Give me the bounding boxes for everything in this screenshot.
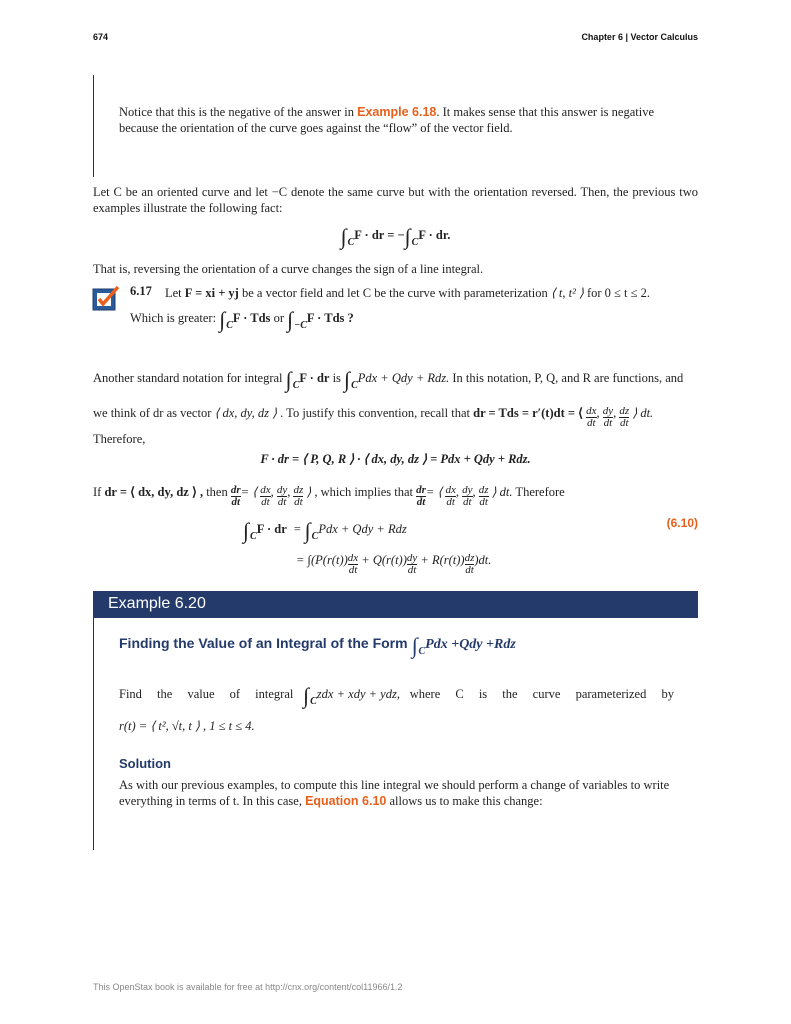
note-border (93, 75, 94, 177)
m: ⟨ t, t² ⟩ (550, 286, 584, 300)
m: = ∫(P(r(t)) (296, 553, 348, 567)
f: dy (602, 405, 614, 417)
example-title: Finding the Value of an Integral of the Form $\int_CPdx +Qdy +Rdz$ (119, 633, 516, 658)
page-number: 674 (93, 32, 109, 42)
equation-6-10-line1: $\int_CF$ · dr = $\int_CPdx$ + Qdy + Rdz (243, 518, 407, 543)
footer: This OpenStax book is available for free at http://cnx.org/content/col11966/1.2 (93, 982, 403, 992)
t: Finding the Value of an Integral of the Form (119, 635, 412, 651)
sub: C (311, 531, 319, 542)
equation-6-10-line2 (296, 553, 491, 576)
f: dy (462, 484, 473, 496)
m: zdx + xdy + ydz, (316, 687, 400, 701)
m: dr = Tds = r′(t)dt = ⟨ (473, 406, 587, 420)
f: dt (446, 496, 455, 508)
f: dr (230, 484, 241, 496)
m: )dt. (474, 553, 492, 567)
m: dr = ⟨ dx, dy, dz ⟩ , (104, 485, 204, 499)
t: Another standard notation for integral (93, 371, 286, 385)
t: for (583, 286, 605, 300)
m: ⟨ dx, dy, dz ⟩ (214, 406, 278, 420)
m: + Q(r(t)) (358, 553, 407, 567)
m: F = xi + yj (184, 286, 239, 300)
m: = ⟨ (425, 485, 446, 499)
f: dt (261, 496, 270, 508)
f: dx (586, 405, 597, 417)
t: which implies that (317, 485, 417, 499)
solution-text (119, 777, 675, 809)
paragraph: Another standard notation for integral $\int_CF$ · dr is $\int_CPdx$ + Qdy + Rdz. In this notation, P, Q, and R are functions, and (93, 367, 684, 392)
t: Therefore (512, 485, 565, 499)
f: dt (294, 496, 303, 508)
sub: C (347, 237, 355, 248)
sub: C (351, 380, 358, 391)
t: where C is the curve parameterized by (409, 687, 674, 701)
sub: C (411, 237, 419, 248)
f: dx (445, 484, 456, 496)
checkpoint-icon (92, 285, 120, 311)
t: then (203, 485, 231, 499)
example-header: Example 6.20 (93, 591, 698, 618)
m: F · Tds (232, 311, 271, 325)
equation-link[interactable]: Equation 6.10 (305, 794, 387, 808)
f: dt (277, 496, 287, 508)
equation-orientation: $\int_CF$ · dr = $-\int_CF$ · dr. (340, 224, 451, 249)
f: dt (603, 417, 613, 429)
f: dt (416, 496, 426, 508)
paragraph: That is, reversing the orientation of a curve changes the sign of a line integral. (93, 262, 484, 276)
m: = ⟨ (240, 485, 261, 499)
checkpoint-line2: Which is greater: $\int_CF$ · Tds or $\int_{-C}F$ · Tds ? (130, 307, 354, 332)
parameterization: r(t) = ⟨ t², √t, t ⟩ , 1 ≤ t ≤ 4. (119, 719, 255, 733)
example-problem: Find the value of integral $\int_Czdx$ + xdy + ydz, where C is the curve parameterized by (119, 683, 674, 708)
paragraph: Therefore, (93, 432, 146, 446)
m: Pdx + Qdy + Rdz. (357, 371, 450, 385)
sub: C (310, 696, 317, 707)
equation-dot: F · dr = ⟨ P, Q, R ⟩ · ⟨ dx, dy, dz ⟩ = Pdx + Qdy + Rdz. (260, 452, 531, 466)
t: Which is greater: (130, 311, 220, 325)
m: F · dr (299, 371, 330, 385)
paragraph: If dr = ⟨ dx, dy, dz ⟩ , then $\frac{dr}{dt}$ = ⟨ $\frac{dx}{dt}$ , $\frac{dy}{dt}$ , $\frac{dz}{dt}$ ⟩ , which implies that $\frac{dr}{dt}$ = ⟨ $\frac{dx}{dt}$ , $\frac{dy}{dt}$ , $\frac{dz}{dt}$ ⟩ dt. Therefore (93, 484, 565, 508)
f: dt (620, 417, 629, 429)
eq-lhs: F · dr = − (354, 228, 405, 242)
t: Find the value of integral (119, 687, 294, 701)
f: dt (479, 496, 488, 508)
sub: C (292, 380, 300, 391)
f: dz (478, 484, 489, 496)
f: dz (293, 484, 304, 496)
eq-rhs: F · dr. (418, 228, 451, 242)
m: F · dr (256, 522, 287, 536)
f: dy (406, 552, 418, 564)
note-text-b: . It makes sense that this answer is negative because the orientation of the curve goes against the “flow” of the vector field. (119, 105, 655, 135)
m: ⟩ , (303, 485, 318, 499)
f: dt (463, 496, 472, 508)
m: Pdx +Qdy +Rdz (425, 637, 516, 652)
equation-number: (6.10) (666, 516, 698, 530)
sub: C (418, 646, 426, 657)
paragraph: Let C be an oriented curve and let −C denote the same curve but with the orientation reversed. Then, the previous two examples illustrate the following fact: (93, 185, 698, 215)
t: In this notation, P, Q, and R are functions, and (449, 371, 684, 385)
example-border (93, 618, 94, 850)
sub: C (250, 531, 257, 542)
m: ⟩ dt. (488, 485, 513, 499)
t: As with our previous examples, to compute this line integral we should perform a change of variables to write everything in terms of t. In this case, (119, 778, 670, 808)
chapter-title: Chapter 6 | Vector Calculus (581, 32, 698, 42)
sub: −C (294, 320, 307, 331)
t: Let (165, 286, 185, 300)
m: ⟩ dt. (629, 406, 654, 420)
checkpoint-line1 (165, 285, 650, 301)
f: dt (407, 564, 417, 576)
t: or (270, 311, 288, 325)
t: allows us to make this change: (386, 794, 543, 808)
f: dt (348, 564, 358, 576)
example-link[interactable]: Example 6.18 (357, 105, 437, 119)
m: Pdx + Qdy + Rdz (318, 522, 407, 536)
f: dt (587, 417, 596, 429)
t: be a vector field and let C be the curve with parameterization (238, 286, 551, 300)
checkpoint-number: 6.17 (130, 284, 152, 298)
f: dr (416, 484, 426, 496)
t: we think of dr as vector (93, 406, 215, 420)
f: dx (347, 552, 359, 564)
t: If (93, 485, 105, 499)
t: . To justify this convention, recall that (277, 406, 474, 420)
m: 0 ≤ t ≤ 2. (604, 286, 650, 300)
m: + R(r(t)) (417, 553, 465, 567)
m: = (293, 522, 305, 536)
f: dt (231, 496, 241, 508)
sub: C (226, 320, 233, 331)
note-text-a: Notice that this is the negative of the answer in (119, 105, 358, 119)
m: F · Tds ? (306, 311, 354, 325)
t: is (329, 371, 345, 385)
f: dx (260, 484, 271, 496)
f: dt (465, 564, 474, 576)
f: dy (276, 484, 288, 496)
f: dz (464, 552, 475, 564)
note-text (119, 104, 675, 136)
f: dz (619, 405, 630, 417)
solution-label: Solution (119, 756, 171, 771)
paragraph: we think of dr as vector ⟨ dx, dy, dz ⟩ . To justify this convention, recall that dr = Tds = r′(t)dt = ⟨ $\frac{dx}{dt}$ , $\frac{dy}{dt}$ , $\frac{dz}{dt}$ ⟩ dt. (93, 405, 654, 429)
